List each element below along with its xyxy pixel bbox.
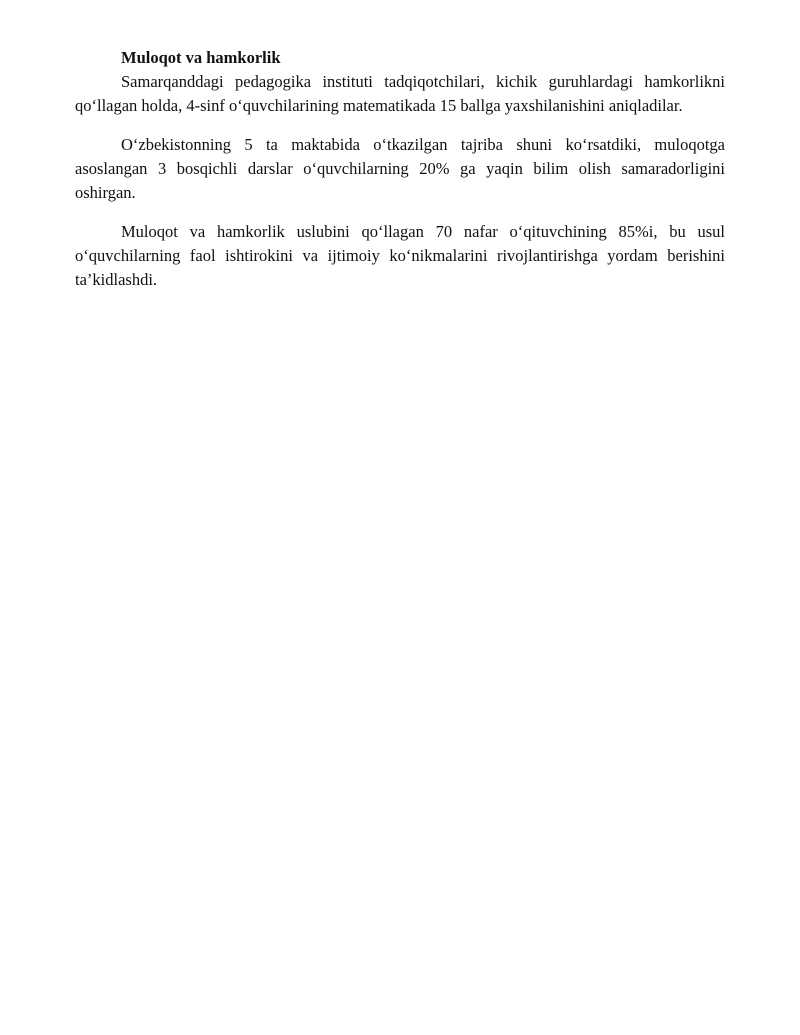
section-heading: Muloqot va hamkorlik xyxy=(121,48,281,67)
paragraph-3: Muloqot va hamkorlik uslubini qo‘llagan 70 nafar o‘qituvchining 85%i, bu usul o‘quvchilarning faol ishtirokini va ijtimoiy ko‘nikmalarini rivojlantirishga yordam berishini ta’kidlashdi. xyxy=(75,222,725,289)
document-page xyxy=(75,46,725,292)
paragraph-1: Samarqanddagi pedagogika instituti tadqiqotchilari, kichik guruhlardagi hamkorlikni qo‘llagan holda, 4-sinf o‘quvchilarining matematikada 15 ballga yaxshilanishini aniqladilar. xyxy=(75,72,725,115)
paragraph-2: O‘zbekistonning 5 ta maktabida o‘tkazilgan tajriba shuni ko‘rsatdiki, muloqotga asoslangan 3 bosqichli darslar o‘quvchilarning 20% ga yaqin bilim olish samaradorligini oshirgan. xyxy=(75,135,725,202)
